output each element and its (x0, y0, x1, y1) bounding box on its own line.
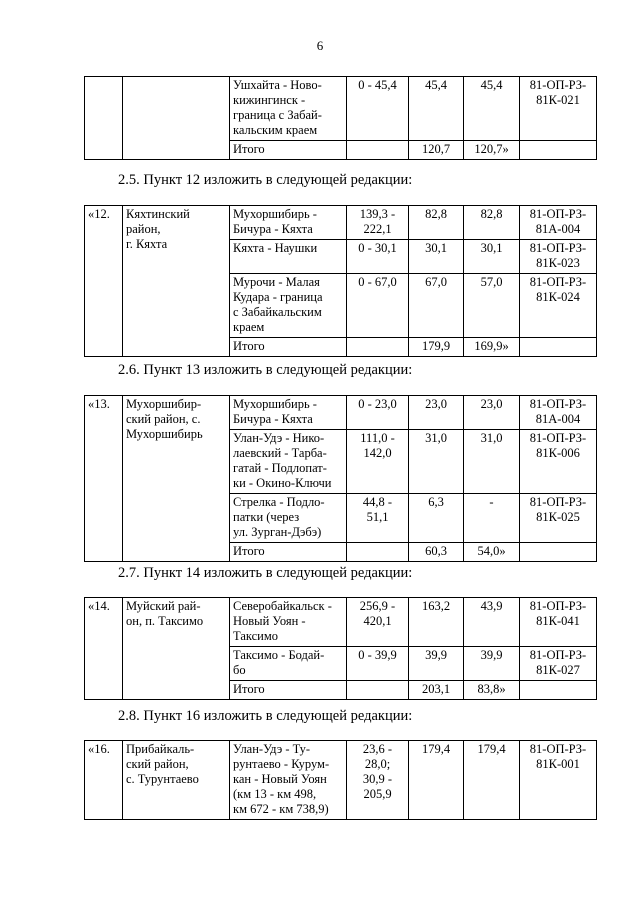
total-value: 203,1 (409, 681, 464, 700)
road-name-cell: Таксимо - Бодай- бо (230, 647, 347, 681)
road-name-cell: Кяхта - Наушки (230, 240, 347, 274)
road-name-cell: Мурочи - Малая Кудара - граница с Забайкальским краем (230, 274, 347, 338)
district-cell: Муйский рай- он, п. Таксимо (123, 598, 230, 700)
district-cell: Прибайкаль- ский район, с. Турунтаево (123, 741, 230, 820)
table-row (85, 206, 597, 240)
road-code-cell: 81-ОП-РЗ- 81К-024 (520, 274, 597, 338)
length2-cell: 23,0 (464, 396, 520, 430)
total-value: 120,7 (409, 141, 464, 160)
total-label: Итого (230, 543, 347, 562)
total-label: Итого (230, 141, 347, 160)
item-number-cell (85, 77, 123, 160)
road-name-cell: Ушхайта - Ново- кижингинск - граница с Забай- кальским краем (230, 77, 347, 141)
length2-cell: 82,8 (464, 206, 520, 240)
length-cell: 45,4 (409, 77, 464, 141)
section-heading-2-7: 2.7. Пункт 14 изложить в следующей редакции: (118, 565, 413, 581)
road-code-cell: 81-ОП-РЗ- 81К-021 (520, 77, 597, 141)
item-number-cell: «14. (85, 598, 123, 700)
length2-cell: 43,9 (464, 598, 520, 647)
road-code-cell: 81-ОП-РЗ- 81К-025 (520, 494, 597, 543)
total-label: Итого (230, 681, 347, 700)
length2-cell: 31,0 (464, 430, 520, 494)
table-row (85, 396, 597, 430)
road-name-cell: Северобайкальск - Новый Уоян - Таксимо (230, 598, 347, 647)
total-value-2: 54,0» (464, 543, 520, 562)
km-range-cell: 44,8 - 51,1 (347, 494, 409, 543)
km-range-cell: 0 - 30,1 (347, 240, 409, 274)
table-row (85, 741, 597, 820)
length-cell: 39,9 (409, 647, 464, 681)
km-range-cell: 0 - 23,0 (347, 396, 409, 430)
total-value-2: 169,9» (464, 338, 520, 357)
road-name-cell: Улан-Удэ - Ту- рунтаево - Курум- кан - Новый Уоян (км 13 - км 498, км 672 - км 738,9) (230, 741, 347, 820)
length-cell: 163,2 (409, 598, 464, 647)
section-heading-2-8: 2.8. Пункт 16 изложить в следующей редакции: (118, 708, 413, 724)
total-value: 60,3 (409, 543, 464, 562)
road-table-item-14 (84, 597, 597, 700)
road-code-cell: 81-ОП-РЗ- 81А-004 (520, 206, 597, 240)
total-label: Итого (230, 338, 347, 357)
km-range-cell: 111,0 - 142,0 (347, 430, 409, 494)
total-value-2: 83,8» (464, 681, 520, 700)
length-cell: 23,0 (409, 396, 464, 430)
length-cell: 31,0 (409, 430, 464, 494)
road-table-continuation (84, 76, 597, 160)
km-range-cell: 0 - 67,0 (347, 274, 409, 338)
km-range-cell: 256,9 - 420,1 (347, 598, 409, 647)
road-table-item-12 (84, 205, 597, 357)
item-number-cell: «13. (85, 396, 123, 562)
item-number-cell: «16. (85, 741, 123, 820)
page-number: 6 (316, 38, 324, 53)
road-code-cell: 81-ОП-РЗ- 81К-041 (520, 598, 597, 647)
road-code-cell: 81-ОП-РЗ- 81К-001 (520, 741, 597, 820)
road-code-cell: 81-ОП-РЗ- 81К-023 (520, 240, 597, 274)
km-range-cell: 0 - 39,9 (347, 647, 409, 681)
length2-cell: 30,1 (464, 240, 520, 274)
road-table-item-16 (84, 740, 597, 820)
length-cell: 67,0 (409, 274, 464, 338)
road-table-item-13 (84, 395, 597, 562)
section-heading-2-6: 2.6. Пункт 13 изложить в следующей редакции: (118, 362, 413, 378)
road-code-cell: 81-ОП-РЗ- 81К-006 (520, 430, 597, 494)
road-name-cell: Улан-Удэ - Нико- лаевский - Тарба- гатай - Подлопат- ки - Окино-Ключи (230, 430, 347, 494)
length2-cell: 57,0 (464, 274, 520, 338)
total-value-2: 120,7» (464, 141, 520, 160)
district-cell: Кяхтинский район, г. Кяхта (123, 206, 230, 357)
length2-cell: 179,4 (464, 741, 520, 820)
road-name-cell: Мухоршибирь - Бичура - Кяхта (230, 206, 347, 240)
road-code-cell: 81-ОП-РЗ- 81А-004 (520, 396, 597, 430)
length2-cell: 39,9 (464, 647, 520, 681)
km-range-cell: 23,6 - 28,0; 30,9 - 205,9 (347, 741, 409, 820)
length-cell: 179,4 (409, 741, 464, 820)
km-range-cell: 139,3 - 222,1 (347, 206, 409, 240)
total-value: 179,9 (409, 338, 464, 357)
district-cell: Мухоршибир- ский район, с. Мухоршибирь (123, 396, 230, 562)
length2-cell: 45,4 (464, 77, 520, 141)
road-name-cell: Стрелка - Подло- патки (через ул. Зурган-Дэбэ) (230, 494, 347, 543)
table-row (85, 598, 597, 647)
district-cell (123, 77, 230, 160)
length-cell: 6,3 (409, 494, 464, 543)
road-name-cell: Мухоршибирь - Бичура - Кяхта (230, 396, 347, 430)
length-cell: 82,8 (409, 206, 464, 240)
km-range-cell: 0 - 45,4 (347, 77, 409, 141)
length2-cell: - (464, 494, 520, 543)
section-heading-2-5: 2.5. Пункт 12 изложить в следующей редакции: (118, 172, 413, 188)
item-number-cell: «12. (85, 206, 123, 357)
length-cell: 30,1 (409, 240, 464, 274)
table-row (85, 77, 597, 141)
road-code-cell: 81-ОП-РЗ- 81К-027 (520, 647, 597, 681)
